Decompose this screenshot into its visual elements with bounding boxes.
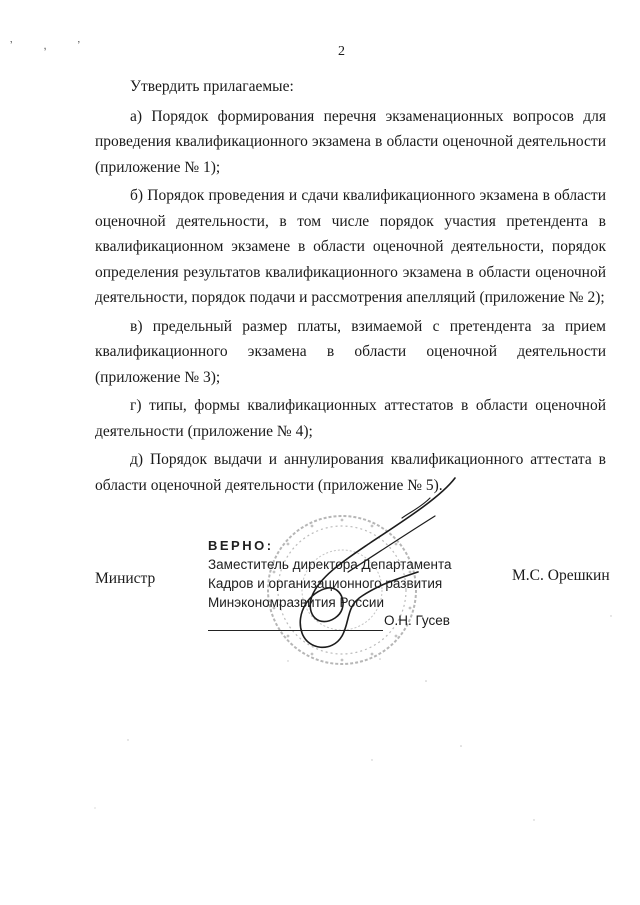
scan-corner-marks: ʼ , ʼ: [10, 40, 95, 52]
list-item-v: в) предельный размер платы, взимаемой с претендента за прием квалификационного экзамена в области оценочной деятельности (приложение № 3);: [95, 317, 606, 386]
intro-text: Утвердить прилагаемые:: [130, 78, 294, 95]
list-item-d: д) Порядок выдачи и аннулирования квалификационного аттестата в области оценочной деятельности (приложение № 5).: [95, 451, 606, 494]
approver-name: О.Н. Гусев: [384, 613, 450, 628]
approval-line-1: Заместитель директора Департамента: [208, 557, 452, 572]
approval-line-2: Кадров и организационного развития: [208, 576, 443, 591]
minister-name: М.С. Орешкин: [512, 567, 610, 584]
signature-rule: [208, 630, 383, 631]
approval-stamp-text: [208, 536, 478, 612]
list-item-g: г) типы, формы квалификационных аттестатов в области оценочной деятельности (приложение № 4);: [95, 397, 606, 440]
list-item-b: б) Порядок проведения и сдачи квалификационного экзамена в области оценочной деятельности, в том числе порядок участия претендента в квалификационном экзамене в области оценочной деятельности, порядок определения результатов квалификационного экзамена в области оценочной деятельности, порядок подачи и рассмотрения апелляций (приложение № 2);: [95, 187, 606, 306]
approval-heading: ВЕРНО:: [208, 538, 274, 553]
document-body: [95, 74, 606, 498]
approver-signature-line: [208, 613, 448, 633]
list-item-a: а) Порядок формирования перечня экзаменационных вопросов для проведения квалификационного экзамена в области оценочной деятельности (приложение № 1);: [95, 107, 606, 176]
page-number: 2: [338, 44, 345, 59]
approval-line-3: Минэкономразвития России: [208, 595, 384, 610]
signature-block: [0, 520, 640, 690]
minister-label: Министр: [95, 570, 156, 587]
